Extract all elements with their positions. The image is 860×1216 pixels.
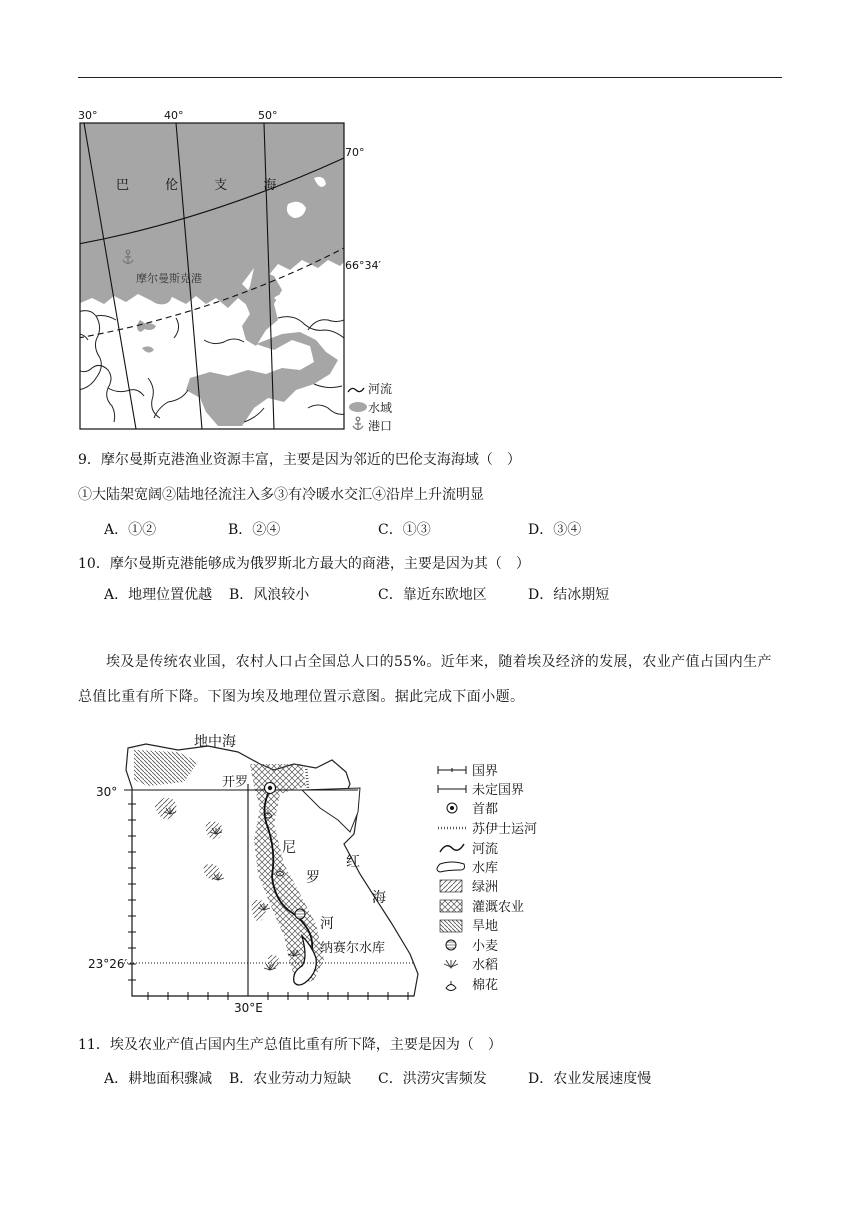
barents-sea-label: 巴 伦 支 海 — [116, 178, 293, 193]
lon-50-label: 50° — [258, 109, 278, 122]
question-11-option-d[interactable]: D．农业发展速度慢 — [528, 1071, 652, 1087]
legend-reservoir: 水库 — [472, 861, 499, 876]
capital-icon — [447, 803, 457, 813]
question-11-option-a[interactable]: A．耕地面积骤减 — [104, 1071, 213, 1087]
legend-cotton: 棉花 — [472, 978, 499, 993]
cotton-icon — [446, 981, 456, 991]
border-icon — [438, 766, 466, 774]
question-10-option-d[interactable]: D．结冰期短 — [528, 587, 610, 603]
lat-30-label: 30° — [96, 785, 118, 799]
legend-water-label: 水域 — [368, 401, 393, 415]
reservoir-icon — [437, 862, 465, 872]
lon-40-label: 40° — [164, 109, 184, 122]
red-sea-label-2: 海 — [372, 890, 386, 906]
lat-70-label: 70° — [345, 146, 365, 159]
lat-2326-label: 23°26′ — [88, 957, 128, 971]
mediterranean-sea-label: 地中海 — [194, 734, 236, 750]
red-sea-label-1: 红 — [346, 854, 360, 870]
river-icon — [348, 388, 364, 392]
anchor-legend-icon — [353, 417, 363, 430]
rice-icon — [444, 960, 458, 968]
nile-label-2: 罗 — [306, 870, 320, 886]
question-11-option-b[interactable]: B．农业劳动力短缺 — [229, 1071, 352, 1087]
legend-wheat: 小麦 — [472, 939, 499, 954]
egypt-map — [88, 724, 568, 1014]
map1-legend — [348, 381, 392, 432]
white-sea-water — [186, 332, 338, 426]
question-11-option-c[interactable]: C．洪涝灾害频发 — [378, 1071, 487, 1087]
legend-undefined-border: 未定国界 — [472, 783, 525, 798]
question-9-option-d[interactable]: D．③④ — [528, 522, 582, 538]
irrigated-icon — [440, 900, 462, 912]
legend-river: 河流 — [472, 842, 499, 857]
question-9-option-a[interactable]: A．①② — [104, 522, 157, 538]
oasis-icon — [440, 880, 462, 892]
barents-sea-map — [78, 108, 408, 432]
murmansk-port-label: 摩尔曼斯克港 — [136, 272, 202, 285]
question-10-option-a[interactable]: A．地理位置优越 — [104, 587, 213, 603]
nasser-reservoir-label: 纳赛尔水库 — [320, 941, 386, 956]
question-10-stem: 10．摩尔曼斯克港能够成为俄罗斯北方最大的商港，主要是因为其（ ） — [78, 556, 530, 572]
question-9-statements: ①大陆架宽阔②陆地径流注入多③有冷暖水交汇④沿岸上升流明显 — [78, 487, 484, 503]
river-legend-icon — [440, 844, 464, 852]
cairo-capital-marker — [265, 783, 276, 794]
wheat-marker — [295, 909, 305, 919]
lon-30e-label: 30°E — [234, 1001, 263, 1014]
cairo-label: 开罗 — [222, 775, 249, 790]
wheat-icon — [446, 940, 456, 950]
question-10-option-b[interactable]: B．风浪较小 — [229, 587, 310, 603]
legend-port-label: 港口 — [368, 419, 393, 432]
lon-30-label: 30° — [78, 109, 98, 122]
legend-irrigated: 灌溉农业 — [472, 900, 525, 915]
egypt-legend — [437, 764, 537, 993]
arctic-circle-label: 66°34′ — [345, 259, 381, 272]
question-11-stem: 11．埃及农业产值占国内生产总值比重有所下降，主要是因为（ ） — [78, 1037, 502, 1053]
legend-border: 国界 — [472, 764, 499, 779]
legend-suez-canal: 苏伊士运河 — [472, 822, 538, 837]
egypt-passage: 埃及是传统农业国，农村人口占全国总人口的55%。近年来，随着埃及经济的发展，农业产值占国内生产总值比重有所下降。下图为埃及地理位置示意图。据此完成下面小题。 — [78, 654, 772, 705]
nile-label-1: 尼 — [282, 840, 296, 856]
nile-label-3: 河 — [320, 916, 334, 932]
legend-capital: 首都 — [472, 802, 499, 817]
water-area-icon — [349, 402, 367, 412]
question-9-stem: 9．摩尔曼斯克港渔业资源丰富，主要是因为邻近的巴伦支海海域（ ） — [78, 452, 521, 468]
question-10-option-c[interactable]: C．靠近东欧地区 — [378, 587, 487, 603]
question-9-option-b[interactable]: B．②④ — [228, 522, 281, 538]
arid-icon — [440, 920, 462, 932]
header-rule — [78, 77, 782, 78]
legend-oasis: 绿洲 — [472, 880, 499, 895]
undefined-border-icon — [438, 785, 466, 793]
question-9-option-c[interactable]: C．①③ — [378, 522, 431, 538]
legend-arid: 旱地 — [472, 919, 499, 934]
legend-rice: 水稻 — [472, 958, 499, 973]
legend-river-label: 河流 — [368, 382, 393, 396]
